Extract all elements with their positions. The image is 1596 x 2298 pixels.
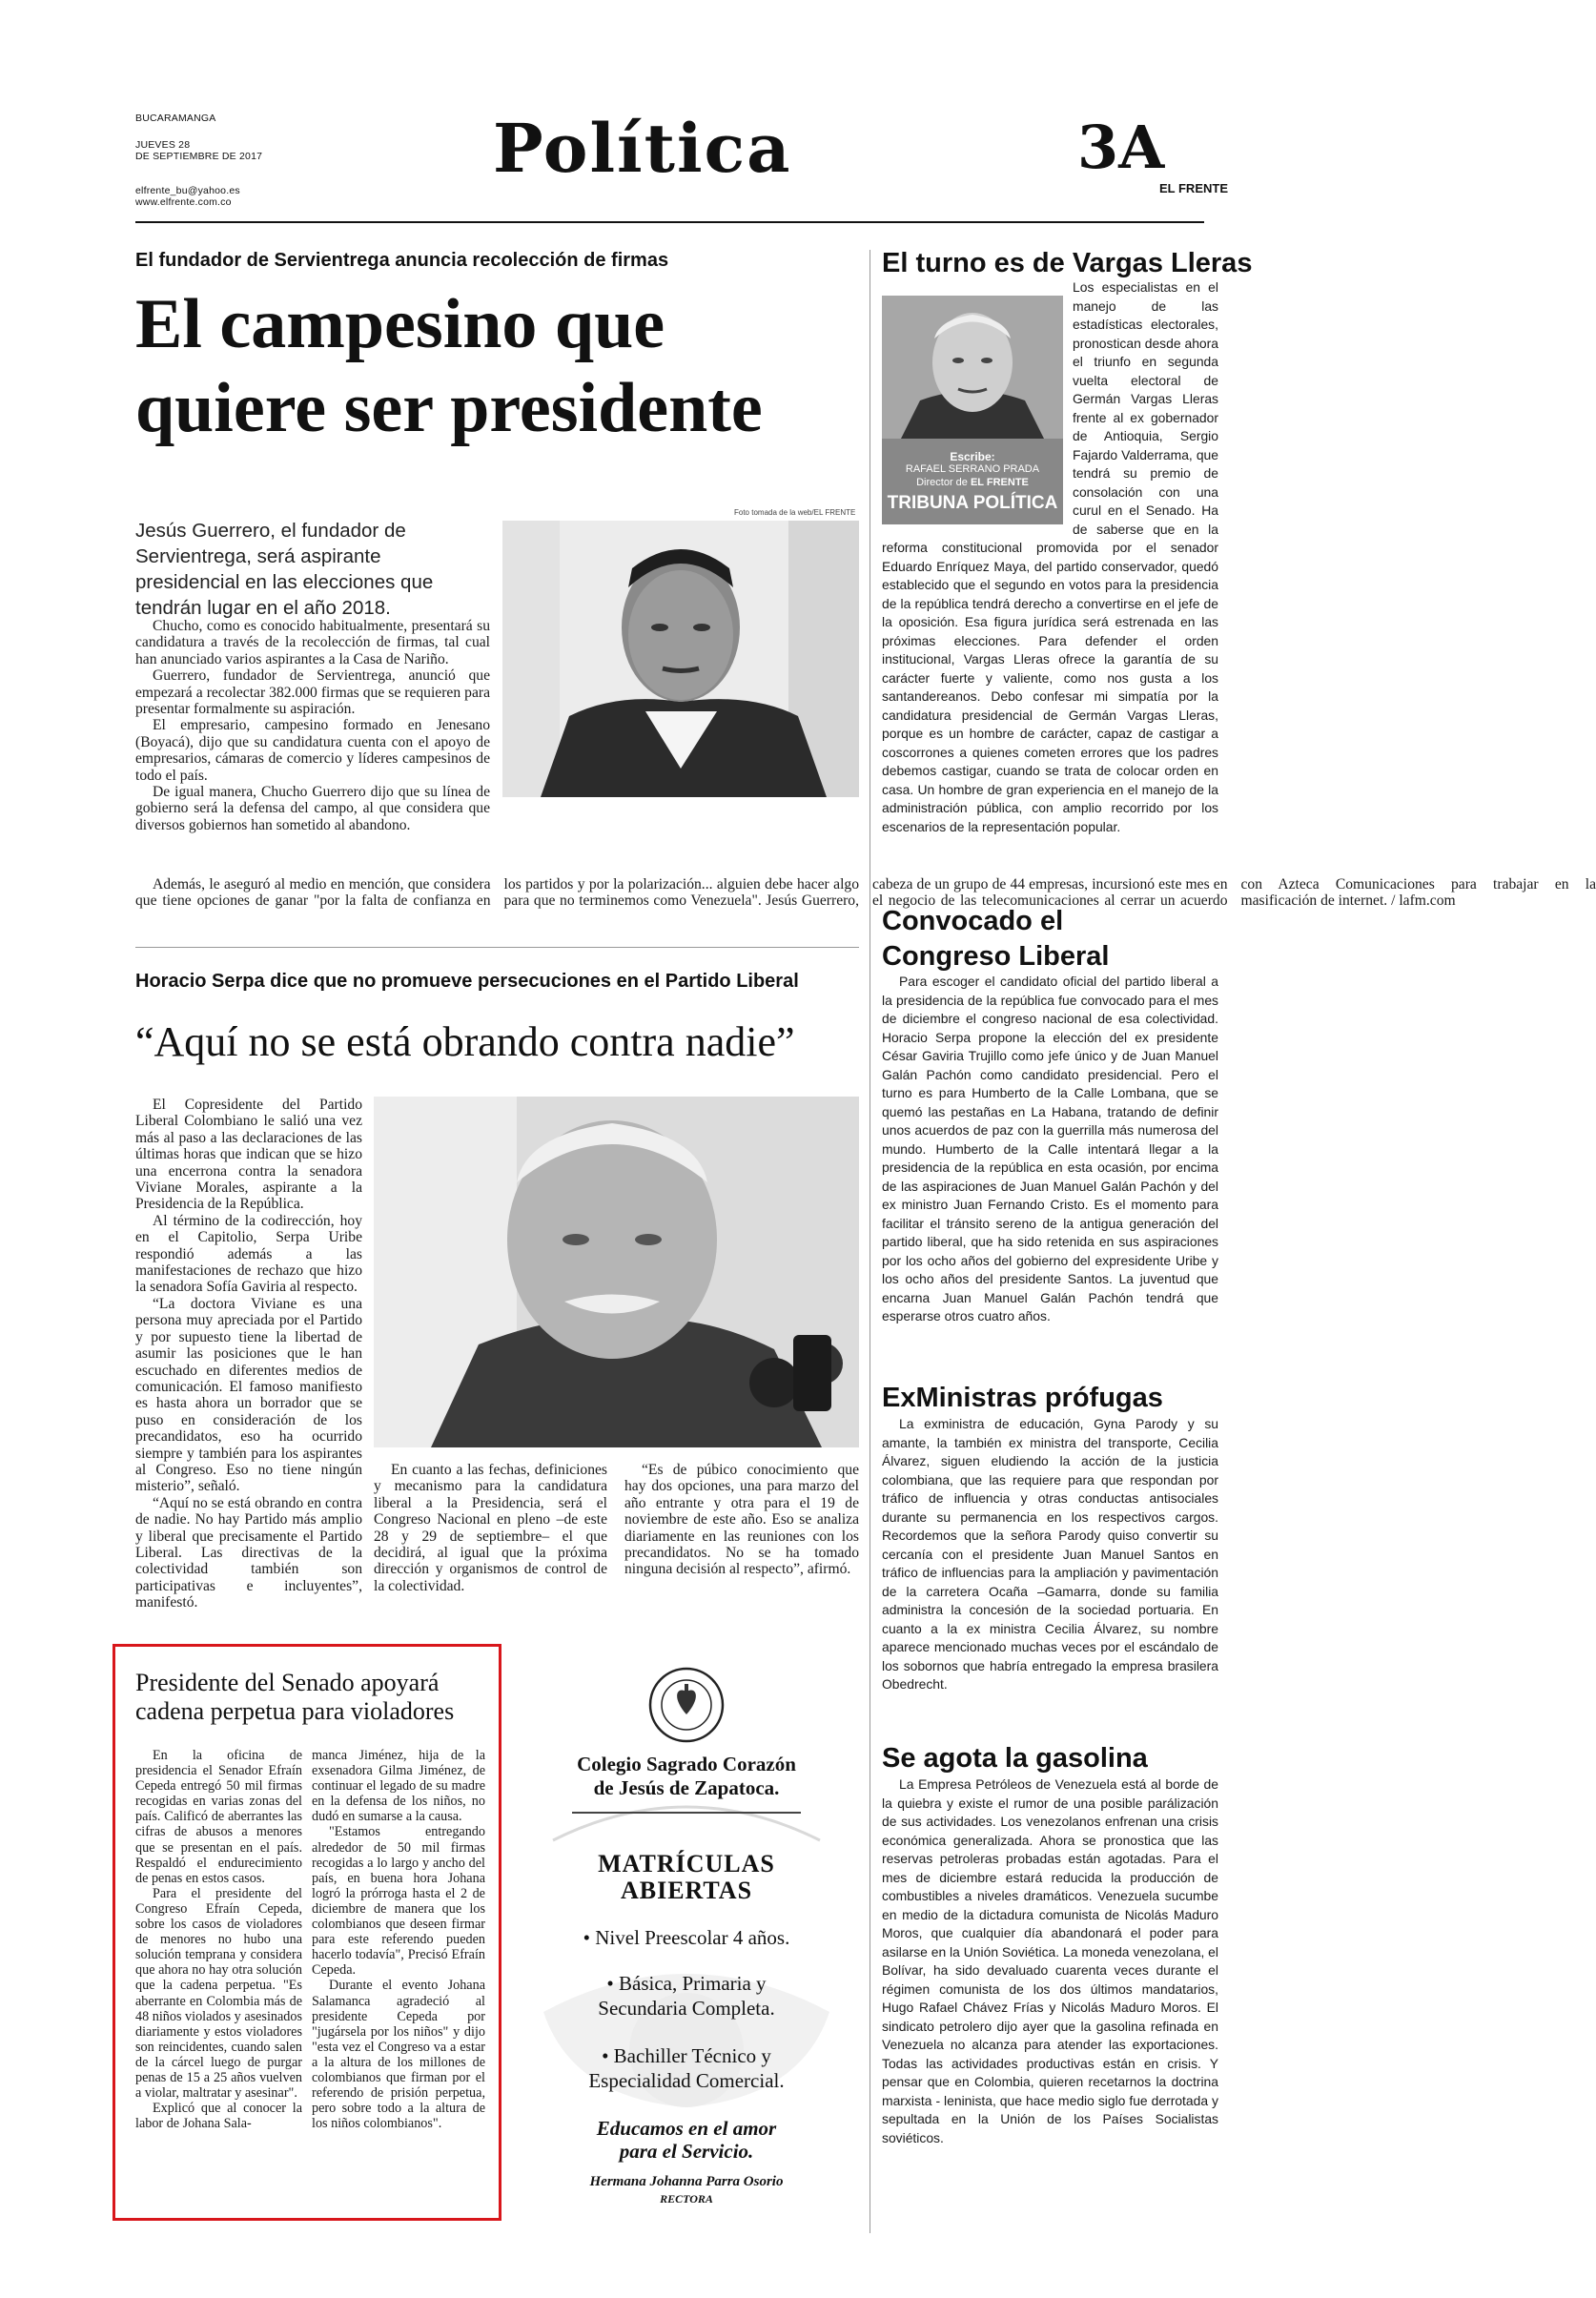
header-paper-name: EL FRENTE <box>1159 181 1228 195</box>
senate-paragraph: "Estamos entregando alrededor de 50 mil firmas recogidas a lo largo y ancho del país, en buena hora Johana logró la prórroga hasta el 2 de diciembre de manera que los colombianos que deseen firmar para este referendo pueden hacerlo todavía", Precisó Efraín Cepeda. <box>312 1824 485 1979</box>
senate-paragraph: Para el presidente del Congreso Efraín Cepeda, sobre los casos de violadores de menores no hubo una solución temprana y considera que ahora no hay otra solución que la cadena perpetua. "Es aberrante en Colombia más de 48 niños violados y asesinados diariamente y estos violadores son reincidentes, cuando salen de la cárcel luego de purgar penas de 15 a 25 años vuelven a violar, maltratar y asesinar". <box>135 1885 302 2102</box>
senate-paragraph: manca Jiménez, hija de la exsenadora Gilma Jiménez, de continuar el legado de su madre en la defensa de los niños, no dudó en sumarse a la causa. <box>312 1748 485 1825</box>
ad-item-bachiller-2: Especialidad Comercial. <box>588 2069 785 2092</box>
serpa-paragraph: El Copresidente del Partido Liberal Colombiano le salió una vez más al paso a las declaraciones de las últimas horas que indican que se hizo una encerrona contra la senadora Viviane Morales, aspirante a la Presidencia de la República. <box>135 1097 362 1213</box>
sidebar-s4-title: Se agota la gasolina <box>882 1743 1148 1774</box>
header-date-2: DE SEPTIEMBRE DE 2017 <box>135 151 263 162</box>
ad-motto-2: para el Servicio. <box>619 2140 754 2163</box>
serpa-paragraph: “Aquí no se está obrando en contra de nadie. No hay Partido más amplio y liberal que precisamente el Partido Liberal. Las directivas de la colectividad también son participativas e incluyentes”, manifestó. <box>135 1494 362 1611</box>
sidebar-column-title: El turno es de Vargas Lleras <box>882 248 1253 278</box>
sidebar-intro <box>882 278 1218 836</box>
sidebar-s3-text: La exministra de educación, Gyna Parody y su amante, la también ex ministra del transporte, Cecilia Álvarez, siguen eludiendo la acción de la justicia colombiana, que las requiere para que respondan por tráfico de influencia y otras conductas antisociales durante su permanencia en los respectivos cargos. Recordemos que la señora Parody quiso convertir su cercanía con el presidente Juan Manuel Santos en tráfico de influencias para la ampliación y pavimentación de la carretera Ocaña –Gamarra, donde su familia administra la concesión de la sociedad portuaria. En cuanto a la ex ministra Cecilia Álvarez, su nombre aparece mencionado muchas veces por el escándalo de los sobornos que habría entregado la empresa brasilera Obedrecht. <box>882 1416 1218 1692</box>
serpa-col2 <box>374 1462 607 1594</box>
main-kicker: El fundador de Servientrega anuncia recolección de firmas <box>135 250 669 271</box>
ad-title-1: MATRÍCULAS <box>598 1850 775 1877</box>
senate-headline-2: cadena perpetua para violadores <box>135 1697 455 1725</box>
header-website[interactable]: www.elfrente.com.co <box>135 196 232 208</box>
main-paragraph: Chucho, como es conocido habitualmente, presentará su candidatura a través de la recolección de firmas, tal cual han anunciado varios aspirantes a la Casa de Nariño. <box>135 618 490 667</box>
main-paragraph: Además, le aseguró al medio en mención, que considera que tiene opciones de ganar "por la falta de confianza en los partidos y por la polarización... alguien debe hacer algo para que no terminemos como Venezuela". Jesús Guerrero, cabeza de un grupo de 44 empresas, incursionó este mes en el negocio de las telecomunicaciones al cerrar un acuerdo con Azteca Comunicaciones para trabajar en la masificación de internet. / lafm.com <box>135 876 1596 910</box>
ad-signer-role: RECTORA <box>660 2192 713 2206</box>
main-paragraph: El empresario, campesino formado en Jenesano (Boyacá), dijo que su candidatura cuenta con el apoyo de empresarios, cámaras de comercio y líderes campesinos de todo el país. <box>135 717 490 784</box>
ad-item-bachiller-1: • Bachiller Técnico y <box>602 2044 771 2067</box>
main-headline-2: quiere ser presidente <box>135 369 763 447</box>
serpa-col3 <box>624 1462 859 1578</box>
byline-writes: Escribe: <box>950 450 995 463</box>
ad-title-2: ABIERTAS <box>620 1877 753 1904</box>
senate-headline-1: Presidente del Senado apoyará <box>135 1669 440 1696</box>
serpa-paragraph: Al término de la codirección, hoy en el Capitolio, Serpa Uribe respondió además a las manifestaciones de rechazo que hizo la senadora Sofía Gaviria al respecto. <box>135 1212 362 1296</box>
byline-name: RAFAEL SERRANO PRADA <box>905 463 1040 475</box>
senate-col2 <box>312 1748 485 2131</box>
ad-divider <box>572 1812 801 1814</box>
header-date-1: JUEVES 28 <box>135 139 191 151</box>
header-city: BUCARAMANGA <box>135 113 216 124</box>
byline-wrap-spacer <box>882 278 1073 534</box>
page-number: 3A <box>1077 113 1165 182</box>
senate-paragraph: Durante el evento Johana Salamanca agradeció al presidente Cepeda por "jugársela por los niños" y dijo "esta vez el Congreso va a estar a la altura de los millones de colombianos que firman por el referendo de prisión perpetua, pero sobre todo a la altura de los niños colombianos". <box>312 1978 485 2132</box>
main-photo <box>502 521 859 797</box>
senate-paragraph: En la oficina de presidencia el Senador Efraín Cepeda entregó 50 mil firmas recogidas en varias zonas del país. Calificó de aberrantes las cifras de abusos a menores que se presentan en el país. Respaldó el endurecimiento de penas en estos casos. <box>135 1748 302 1886</box>
byline-role-prefix: Director de <box>916 477 968 488</box>
main-headline-1: El campesino que <box>135 285 665 363</box>
header-rule <box>135 221 1204 223</box>
senate-col1 <box>135 1748 302 2131</box>
sidebar-s2-text: Para escoger el candidato oficial del partido liberal a la presidencia de la república fue convocado para el mes de diciembre el congreso nacional de esa colectividad. Horacio Serpa propone la elección del ex presidente César Gaviria Trujillo como jefe único y de Juan Manuel Galán Pachón como candidato presidencial. Pero el turno es para Humberto de la Calle Lombana, que se quemó las pestañas en La Habana, tratando de definir unos acuerdos de paz con la guerrilla más numerosa del mundo. Humberto de la Calle intentará llegar a la presidencia de la república en esta ocasión, por encima de las aspiraciones de Juan Manuel Galán Pachón y del ex ministro Juan Fernando Cristo. Es el momento para facilitar el tránsito sereno de la antigua generación del partido liberal, que ha sido retenida en sus aspiraciones por los ocho años del gobierno del expresidente Uribe y los ocho años del presidente Santos. La juventud que encarna Juan Manuel Galán Pachón tendrá que esperarse otros cuatro años. <box>882 974 1218 1323</box>
sidebar-s2-title-1: Convocado el <box>882 906 1064 936</box>
serpa-paragraph: En cuanto a las fechas, definiciones y mecanismo para la candidatura liberal a la Presidencia, será el Congreso Nacional en pleno –de este 28 y 29 de septiembre– el que decidirá, al igual que la próxima dirección y organismos de control de la colectividad. <box>374 1462 607 1594</box>
sidebar-intro-text: Los especialistas en el manejo de las estadísticas electorales, pronostican desde ahora el triunfo en segunda vuelta electoral de Germán Vargas Lleras frente al ex gobernador de Antioquia, Sergio Fajardo Valderrama, que tendrá su premio de consolación con una curul en el Senado. Ha de saberse que en la reforma constitucional promovida por el senador Eduardo Enríquez Maya, del partido conservador, quedó establecido que el segundo en votos para la presidencia de la república tendrá derecho a convertirse en el jefe de la oposición. Esa figura jurídica será estrenada en las próximas elecciones. Para defender el orden institucional, Vargas Lleras ofrece la garantía de su carácter fuerte y valiente, como nos gusta a los santandereanos. Debo confesar mi simpatía por la candidatura presidencial de Germán Vargas Lleras, porque es un hombre de carácter, capaz de castigar a coscorrones a quienes cometen errores que los padres debemos castigar, cuando se trata de colocar orden en casa. Un hombre de gran experiencia en el manejo de la administración pública, con amplio recorrido por los escenarios de la representación popular. <box>882 279 1218 834</box>
serpa-paragraph: “Es de púbico conocimiento que hay dos opciones, una para marzo del año entrante y otra para el 19 de noviembre de este año. Eso se analiza diariamente en las reuniones con los precandidatos. No se ha tomado ninguna decisión al respecto”, afirmó. <box>624 1462 859 1578</box>
portrait-man-image <box>502 521 859 797</box>
story-separator <box>135 947 859 948</box>
serpa-paragraph: “La doctora Viviane es una persona muy apreciada por el Partido y por supuesto tiene la libertad de asumir las posiciones que le han escuchado en diferentes medios de comunicación. El famoso manifiesto es hasta ahora un borrador que se puso en consideración de los precandidatos, eso ha ocurrido siempre y también para los aspirantes al Congreso. Eso no tiene ningún misterio”, señaló. <box>135 1295 362 1495</box>
school-seal-icon <box>648 1667 725 1743</box>
ad-signer: Hermana Johanna Parra Osorio <box>589 2174 784 2189</box>
serpa-kicker: Horacio Serpa dice que no promueve persecuciones en el Partido Liberal <box>135 971 799 992</box>
sidebar-s4-body <box>882 1775 1218 2147</box>
ad-item-basica-2: Secundaria Completa. <box>598 1997 775 2020</box>
sidebar-s4-text: La Empresa Petróleos de Venezuela está al borde de la quiebra y existe el rumor de una posible parálización de sus actividades. Los venezolanos enfrenan una crisis económica generalizada. Ahora se pronostica que las reservas petroleras probadas están agotadas. Para el mes de diciembre estará reducida la producción de combustibles a niveles dramáticos. Venezuela sucumbe en medio de la dictadura comunista de Nicolás Maduro Moros, que cualquier día abandonará el poder para asilarse en la Unión Soviética. La moneda venezolana, el Bolívar, ha sido devaluado cuarenta veces durante el régimen comunista de los dos últimos mandatarios, Hugo Rafael Chávez Frías y Nicolás Maduro Moros. El sindicato petrolero dijo ayer que la gasolina refinada en Venezuela no alcanza para atender las exportaciones. Todas las actividades productivas están en crisis. Y pensar que en Colombia, quieren recetarnos la doctrina marxista - leninista, que hace medio siglo fue derrotada y sepultada en la Unión de los Países Socialistas soviéticos. <box>882 1776 1218 2145</box>
ad-school-name-1: Colegio Sagrado Corazón <box>577 1753 796 1775</box>
main-paragraph: De igual manera, Chucho Guerrero dijo que su línea de gobierno será la defensa del campo, al que considera que diversos gobiernos han sometido al abandono. <box>135 784 490 833</box>
byline-section: TRIBUNA POLÍTICA <box>887 493 1058 513</box>
ad-motto-1: Educamos en el amor <box>596 2117 777 2140</box>
byline-role-paper: EL FRENTE <box>970 477 1029 488</box>
ad-school-name-2: de Jesús de Zapatoca. <box>593 1776 780 1799</box>
main-lede: Jesús Guerrero, el fundador de Servientrega, será aspirante presidencial en las elecciones que tendrán lugar en el año 2018. <box>135 520 434 619</box>
senate-paragraph: Explicó que al conocer la labor de Johana Sala- <box>135 2101 302 2132</box>
serpa-col1 <box>135 1097 362 1611</box>
school-seal <box>648 1667 725 1743</box>
section-title: Política <box>493 109 792 188</box>
main-body-col1 <box>135 618 490 833</box>
serpa-headline: “Aquí no se está obrando contra nadie” <box>135 1018 795 1065</box>
portrait-serpa-image <box>374 1097 859 1447</box>
sidebar-s2-body <box>882 973 1218 1326</box>
ad-item-basica-1: • Básica, Primaria y <box>606 1972 767 1995</box>
school-ad <box>515 1650 858 2217</box>
sidebar-s3-body <box>882 1415 1218 1694</box>
serpa-photo <box>374 1097 859 1447</box>
main-photo-credit: Foto tomada de la web/EL FRENTE <box>734 508 856 517</box>
header-email[interactable]: elfrente_bu@yahoo.es <box>135 185 240 196</box>
main-paragraph: Guerrero, fundador de Servientrega, anunció que empezará a recolectar 382.000 firmas que se requieren para presentar formalmente su aspiración. <box>135 667 490 718</box>
sidebar-s2-title-2: Congreso Liberal <box>882 941 1110 972</box>
ad-item-preescolar: • Nivel Preescolar 4 años. <box>583 1926 790 1949</box>
sidebar-s3-title: ExMinistras prófugas <box>882 1383 1163 1413</box>
